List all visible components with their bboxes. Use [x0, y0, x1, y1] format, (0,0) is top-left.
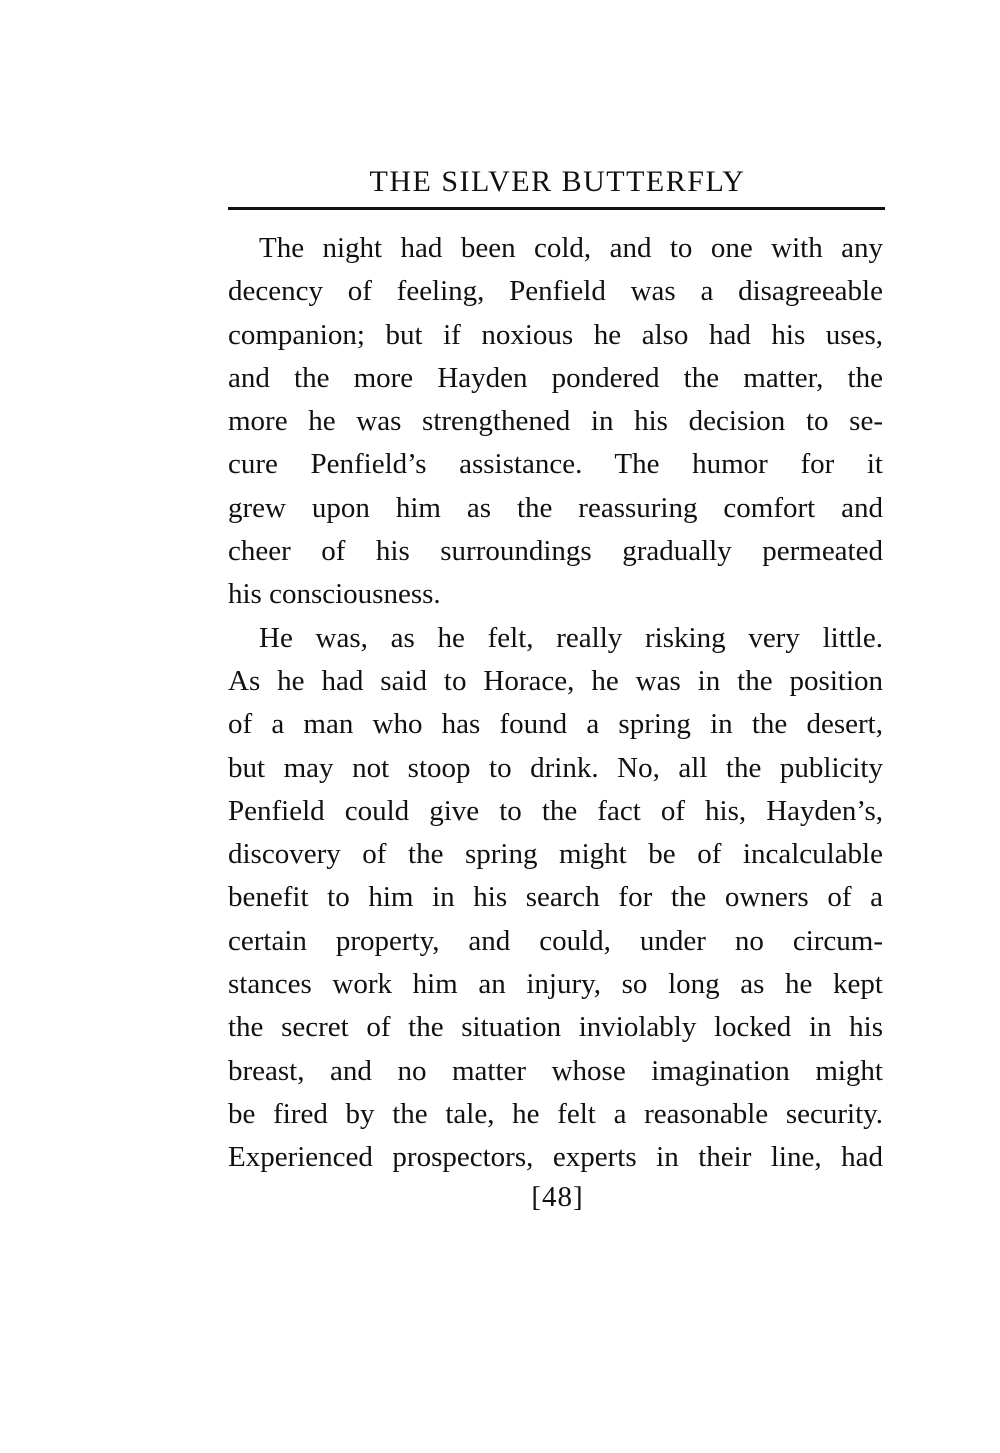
- text-line: companion; but if noxious he also had his uses,: [228, 318, 883, 351]
- text-line: but may not stoop to drink. No, all the publicity: [228, 751, 883, 784]
- text-line: decency of feeling, Penfield was a disagreeable: [228, 275, 883, 308]
- text-line: stances work him an injury, so long as he kept: [228, 968, 883, 1001]
- page-number: [48]: [531, 1181, 584, 1213]
- text-line: and the more Hayden pondered the matter, the: [228, 361, 883, 394]
- text-line: cure Penfield’s assistance. The humor for it: [228, 448, 883, 481]
- text-line: certain property, and could, under no circum-: [228, 924, 883, 957]
- text-line: more he was strengthened in his decision to se-: [228, 405, 883, 438]
- text-line: benefit to him in his search for the owners of a: [228, 881, 883, 914]
- text-line: breast, and no matter whose imagination might: [228, 1054, 883, 1087]
- body-text: [228, 227, 883, 1180]
- text-line: cheer of his surroundings gradually permeated: [228, 535, 883, 568]
- running-head: THE SILVER BUTTERFLY: [369, 165, 746, 198]
- text-line: his consciousness.: [228, 578, 441, 611]
- text-line: The night had been cold, and to one with any: [259, 232, 883, 264]
- header-rule: [228, 207, 885, 210]
- text-line: be fired by the tale, he felt a reasonable security.: [228, 1097, 883, 1130]
- text-line: discovery of the spring might be of incalculable: [228, 838, 883, 871]
- text-line: Penfield could give to the fact of his, Hayden’s,: [228, 794, 883, 827]
- text-line: of a man who has found a spring in the desert,: [228, 708, 883, 741]
- text-line: grew upon him as the reassuring comfort and: [228, 491, 883, 524]
- text-line: Experienced prospectors, experts in their line, had: [228, 1141, 883, 1174]
- text-line: the secret of the situation inviolably locked in his: [228, 1011, 883, 1044]
- text-line: As he had said to Horace, he was in the position: [228, 664, 883, 697]
- text-line: He was, as he felt, really risking very little.: [259, 621, 883, 654]
